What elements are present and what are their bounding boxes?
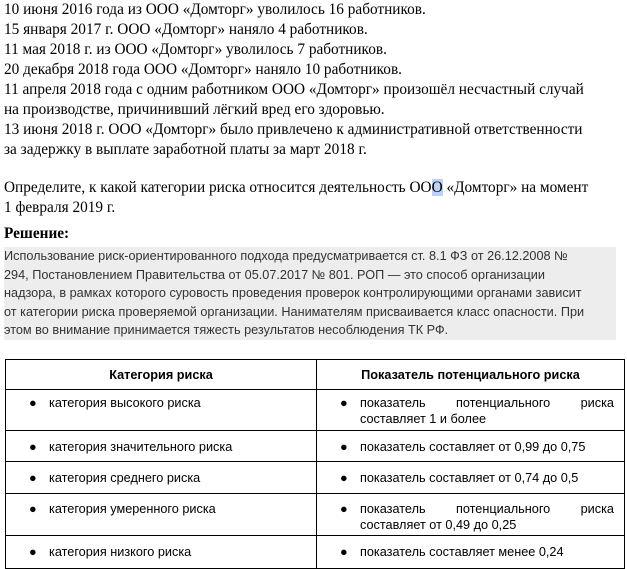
- table-row: [6, 431, 625, 462]
- question-line: [4, 178, 624, 198]
- risk-category-table: [5, 359, 625, 569]
- bullet-icon: ●: [29, 471, 37, 485]
- solution-line: Использование риск-ориентированного подхода предусматривается ст. 8.1 ФЗ от 26.12.2008 №: [4, 249, 568, 263]
- indicator-text: показатель потенциального риска составляет 1 и более: [360, 396, 614, 426]
- bullet-icon: ●: [29, 396, 37, 410]
- table-row: [6, 390, 625, 431]
- category-text: категория среднего риска: [49, 471, 201, 485]
- category-cell: [6, 462, 317, 494]
- category-text: категория высокого риска: [49, 396, 201, 410]
- question-line: 1 февраля 2019 г.: [4, 199, 116, 216]
- condition-line: за задержку в выплате заработной платы за март 2018 г.: [4, 141, 367, 158]
- document-body: [4, 0, 624, 340]
- indicator-cell: [317, 390, 625, 431]
- indicator-cell: [317, 462, 625, 494]
- bullet-icon: ●: [29, 545, 37, 559]
- category-text: категория умеренного риска: [49, 502, 216, 516]
- bullet-icon: ●: [340, 440, 348, 454]
- category-cell: [6, 390, 317, 431]
- bullet-icon: ●: [29, 502, 37, 516]
- table-header-row: [6, 360, 625, 390]
- condition-line: 10 июня 2016 года из ООО «Домторг» уволилось 16 работников.: [4, 1, 426, 18]
- condition-line: 11 апреля 2018 года с одним работником ООО «Домторг» произошёл несчастный случай: [4, 81, 584, 98]
- solution-heading: Решение:: [4, 225, 70, 242]
- solution-line: от категории риска проверяемой организации. Нанимателям присваивается класс опасности. При: [4, 304, 585, 319]
- bullet-icon: ●: [340, 396, 348, 410]
- solution-line: надзора, в рамках которого суровость проведения проверок контролирующими органами зависит: [4, 286, 582, 301]
- solution-text-highlighted: [4, 247, 616, 340]
- column-header-indicator: Показатель потенциального риска: [317, 360, 625, 390]
- indicator-text: показатель составляет от 0,74 до 0,5: [360, 471, 579, 485]
- question-text: Определите, к какой категории риска относится деятельность ОО: [4, 179, 432, 196]
- category-text: категория значительного риска: [49, 440, 233, 454]
- solution-line: 294, Постановлением Правительства от 05.07.2017 № 801. РОП — это способ организации: [4, 267, 545, 282]
- indicator-text: показатель составляет от 0,99 до 0,75: [360, 440, 586, 454]
- category-cell: [6, 494, 317, 536]
- question-text: «Домторг» на момент: [442, 179, 589, 196]
- table-row: [6, 462, 625, 494]
- indicator-text: показатель потенциального риска составляет от 0,49 до 0,25: [360, 502, 614, 532]
- text-selection[interactable]: О: [431, 179, 443, 196]
- condition-line: 15 января 2017 г. ООО «Домторг» наняло 4 работников.: [4, 21, 368, 38]
- condition-line: на производстве, причинивший лёгкий вред его здоровью.: [4, 101, 385, 118]
- table-row: [6, 494, 625, 536]
- task-conditions: [4, 0, 624, 244]
- indicator-cell: [317, 494, 625, 536]
- condition-line: 13 июня 2018 г. ООО «Домторг» было привлечено к административной ответственности: [4, 121, 583, 138]
- indicator-cell: [317, 431, 625, 462]
- column-header-category: Категория риска: [6, 360, 317, 390]
- bullet-icon: ●: [340, 545, 348, 559]
- condition-line: 11 мая 2018 г. из ООО «Домторг» уволилось 7 работников.: [4, 41, 387, 58]
- solution-line: этом во внимание принимается тяжесть результатов несоблюдения ТК РФ.: [4, 323, 449, 338]
- condition-line: 20 декабря 2018 года ООО «Домторг» наняло 10 работников.: [4, 61, 403, 78]
- category-text: категория низкого риска: [49, 545, 192, 559]
- bullet-icon: ●: [29, 440, 37, 454]
- bullet-icon: ●: [340, 471, 348, 485]
- indicator-text: показатель составляет менее 0,24: [360, 545, 564, 559]
- category-cell: [6, 431, 317, 462]
- bullet-icon: ●: [340, 502, 348, 516]
